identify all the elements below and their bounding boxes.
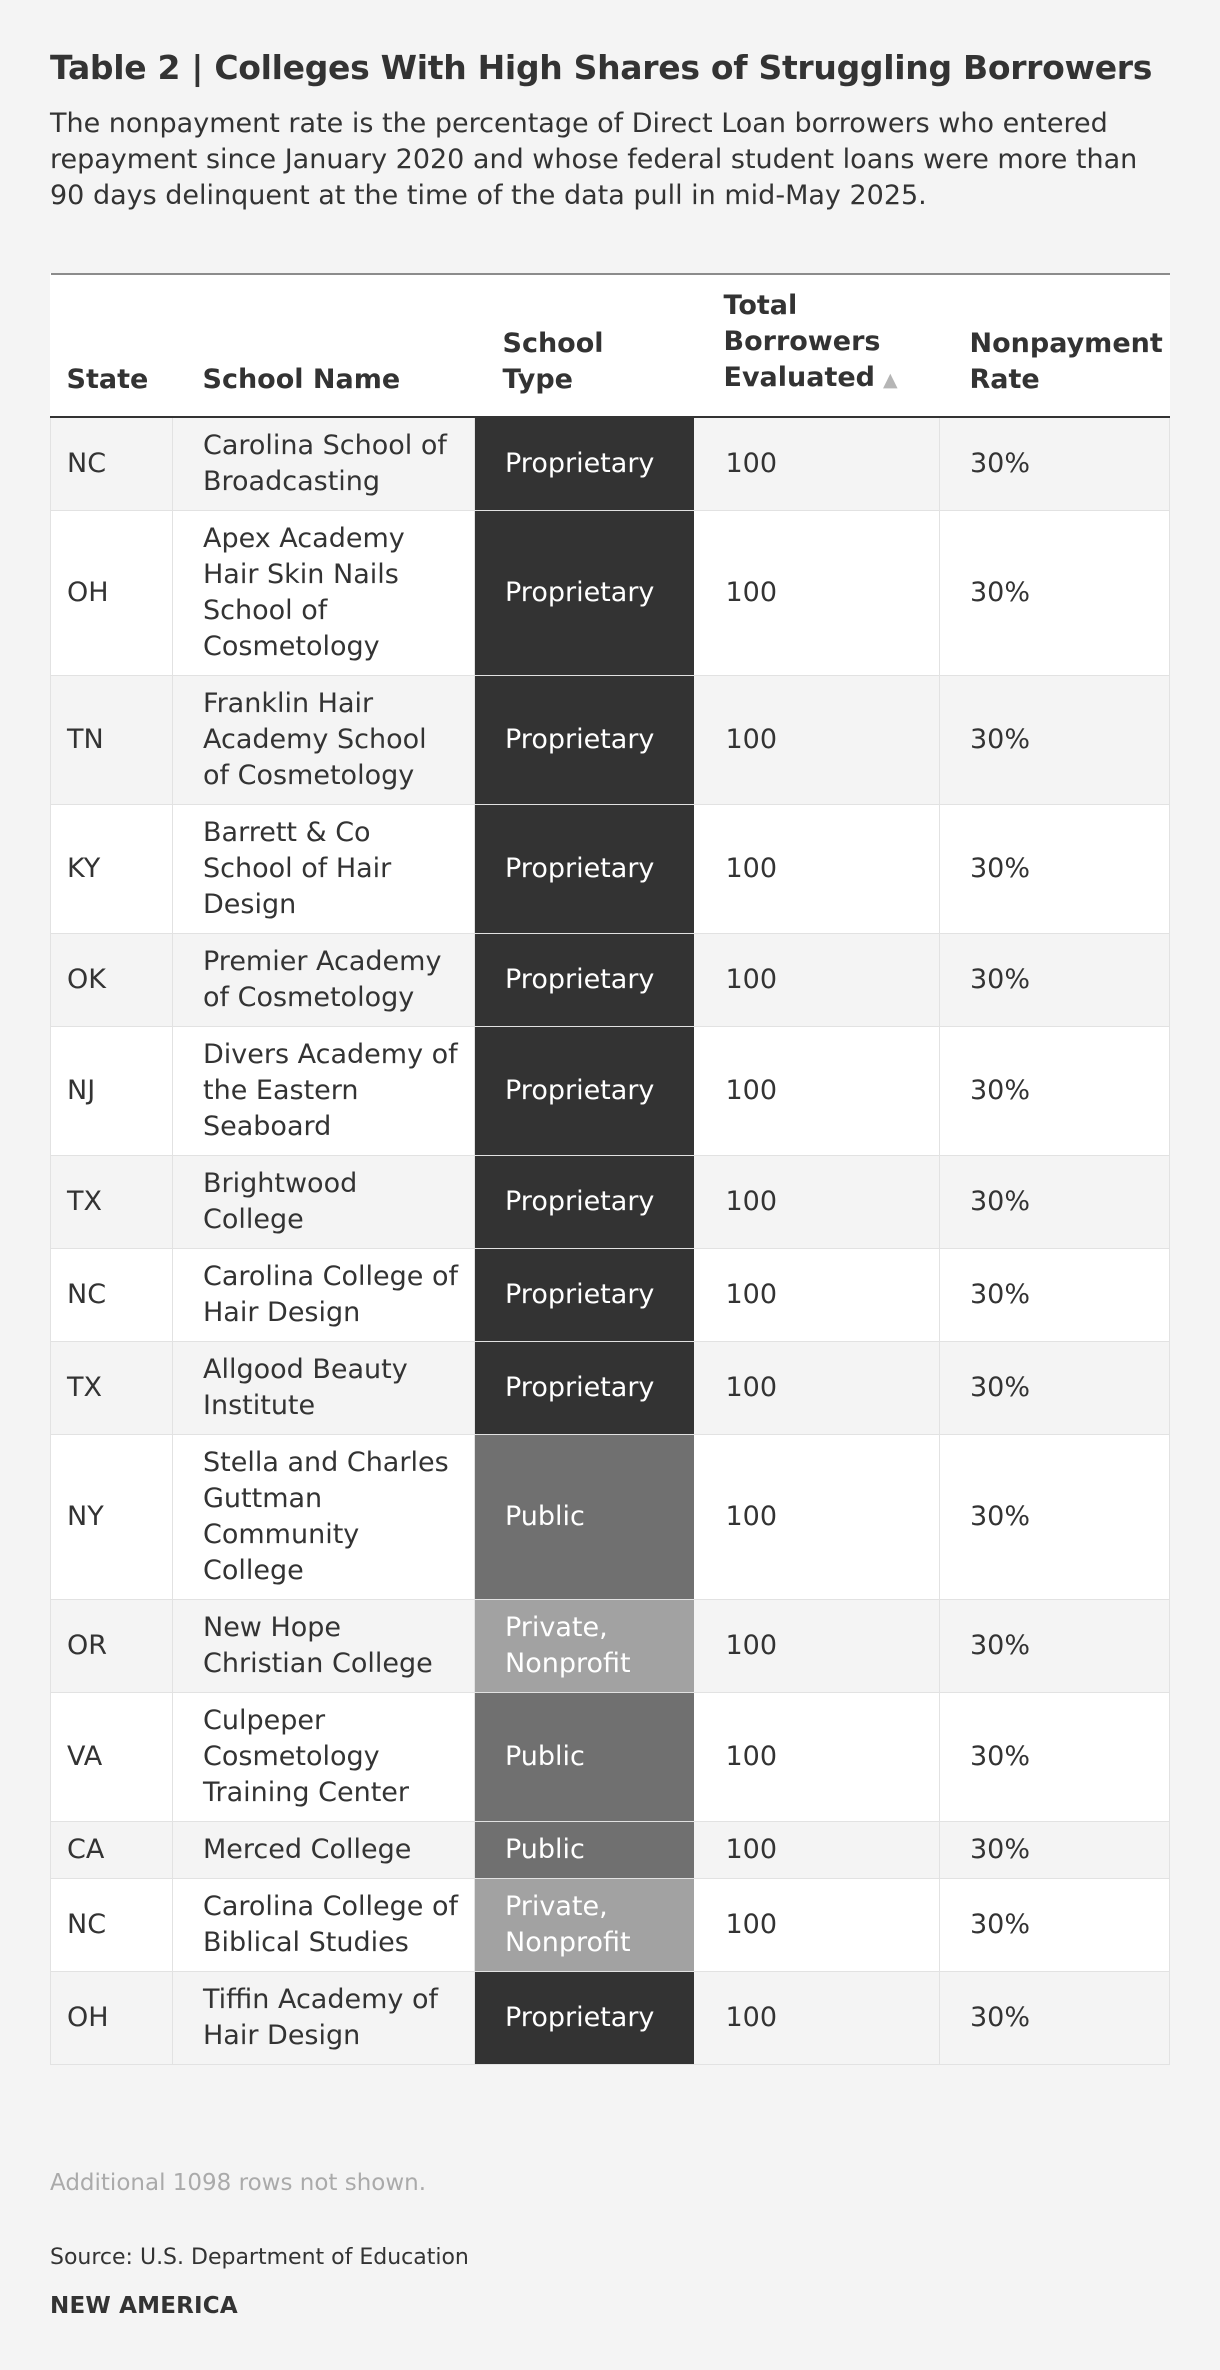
cell-nonpayment-rate: 30% [940, 934, 1170, 1027]
cell-state: OK [51, 934, 173, 1027]
cell-school-name: Apex Academy Hair Skin Nails School of Cosmetology [173, 511, 475, 676]
column-header-label: School Name [202, 364, 401, 395]
cell-nonpayment-rate: 30% [940, 1879, 1170, 1972]
cell-nonpayment-rate: 30% [940, 511, 1170, 676]
cell-state: TN [51, 676, 173, 805]
cell-nonpayment-rate: 30% [940, 1342, 1170, 1435]
column-header-label: Total [723, 290, 798, 321]
cell-total-borrowers: 100 [694, 1972, 940, 2065]
cell-state: NC [51, 1249, 173, 1342]
column-header-label: Borrowers [723, 326, 881, 357]
cell-nonpayment-rate: 30% [940, 805, 1170, 934]
cell-nonpayment-rate: 30% [940, 676, 1170, 805]
cell-school-type: Proprietary [475, 1342, 694, 1435]
cell-nonpayment-rate: 30% [940, 1249, 1170, 1342]
table-body [51, 417, 1170, 2065]
cell-school-name: New Hope Christian College [173, 1600, 475, 1693]
column-header-label: Type [502, 364, 573, 395]
column-header-total-borrowers[interactable] [694, 274, 940, 417]
cell-state: CA [51, 1822, 173, 1879]
cell-school-type: Proprietary [475, 805, 694, 934]
cell-school-name: Franklin Hair Academy School of Cosmetology [173, 676, 475, 805]
table-header-row [51, 274, 1170, 417]
cell-state: OH [51, 511, 173, 676]
table-subtitle: The nonpayment rate is the percentage of Direct Loan borrowers who entered repayment since January 2020 and whose federal student loans were more than 90 days delinquent at the time of the data pull in mid-May 2025. [50, 108, 1138, 211]
table-row [51, 1342, 1170, 1435]
cell-school-type: Public [475, 1822, 694, 1879]
cell-state: OR [51, 1600, 173, 1693]
cell-nonpayment-rate: 30% [940, 1156, 1170, 1249]
cell-total-borrowers: 100 [694, 1600, 940, 1693]
cell-total-borrowers: 100 [694, 934, 940, 1027]
table-row [51, 511, 1170, 676]
cell-school-name: Culpeper Cosmetology Training Center [173, 1693, 475, 1822]
cell-state: NC [51, 417, 173, 511]
table-row [51, 805, 1170, 934]
cell-state: TX [51, 1156, 173, 1249]
table-row [51, 676, 1170, 805]
cell-state: NJ [51, 1027, 173, 1156]
table-row [51, 1027, 1170, 1156]
cell-state: TX [51, 1342, 173, 1435]
cell-total-borrowers: 100 [694, 1693, 940, 1822]
cell-school-name: Merced College [173, 1822, 475, 1879]
cell-nonpayment-rate: 30% [940, 1027, 1170, 1156]
cell-nonpayment-rate: 30% [940, 417, 1170, 511]
rows-not-shown-note: Additional 1098 rows not shown. [50, 2170, 427, 2196]
brand-logo: NEW AMERICA [50, 2293, 238, 2319]
cell-nonpayment-rate: 30% [940, 1972, 1170, 2065]
column-header-state[interactable] [51, 274, 173, 417]
cell-state: VA [51, 1693, 173, 1822]
cell-school-name: Divers Academy of the Eastern Seaboard [173, 1027, 475, 1156]
column-header-school-type[interactable] [475, 274, 694, 417]
cell-state: OH [51, 1972, 173, 2065]
cell-school-type: Public [475, 1435, 694, 1600]
cell-state: KY [51, 805, 173, 934]
cell-school-type: Proprietary [475, 1972, 694, 2065]
cell-school-name: Stella and Charles Guttman Community College [173, 1435, 475, 1600]
sort-up-triangle-icon[interactable]: ▲ [883, 369, 898, 391]
cell-total-borrowers: 100 [694, 417, 940, 511]
cell-total-borrowers: 100 [694, 1435, 940, 1600]
cell-total-borrowers: 100 [694, 1156, 940, 1249]
source-note: Source: U.S. Department of Education [50, 2245, 469, 2270]
cell-nonpayment-rate: 30% [940, 1822, 1170, 1879]
table-row [51, 1156, 1170, 1249]
cell-school-type: Proprietary [475, 417, 694, 511]
cell-nonpayment-rate: 30% [940, 1693, 1170, 1822]
cell-school-type: Proprietary [475, 511, 694, 676]
cell-nonpayment-rate: 30% [940, 1435, 1170, 1600]
cell-school-name: Tiffin Academy of Hair Design [173, 1972, 475, 2065]
cell-total-borrowers: 100 [694, 1879, 940, 1972]
cell-total-borrowers: 100 [694, 511, 940, 676]
column-header-school-name[interactable] [173, 274, 475, 417]
table-row [51, 1600, 1170, 1693]
data-table [50, 273, 1170, 2065]
table-row [51, 417, 1170, 511]
cell-state: NC [51, 1879, 173, 1972]
cell-school-type: Proprietary [475, 676, 694, 805]
cell-school-name: Allgood Beauty Institute [173, 1342, 475, 1435]
cell-total-borrowers: 100 [694, 676, 940, 805]
column-header-label: School [502, 328, 604, 359]
table-row [51, 1435, 1170, 1600]
cell-total-borrowers: 100 [694, 805, 940, 934]
table-row [51, 1822, 1170, 1879]
cell-school-name: Brightwood College [173, 1156, 475, 1249]
page-title: Table 2 | Colleges With High Shares of Struggling Borrowers [50, 48, 1153, 87]
cell-school-name: Barrett & Co School of Hair Design [173, 805, 475, 934]
cell-total-borrowers: 100 [694, 1027, 940, 1156]
table-row [51, 1879, 1170, 1972]
cell-school-name: Carolina College of Hair Design [173, 1249, 475, 1342]
column-header-nonpayment-rate[interactable] [940, 274, 1170, 417]
cell-school-type: Proprietary [475, 934, 694, 1027]
table-row [51, 1972, 1170, 2065]
cell-school-type: Proprietary [475, 1027, 694, 1156]
table-row [51, 1693, 1170, 1822]
cell-total-borrowers: 100 [694, 1822, 940, 1879]
cell-school-name: Carolina College of Biblical Studies [173, 1879, 475, 1972]
cell-school-type: Proprietary [475, 1249, 694, 1342]
cell-total-borrowers: 100 [694, 1342, 940, 1435]
cell-school-type: Proprietary [475, 1156, 694, 1249]
table-row [51, 934, 1170, 1027]
cell-school-name: Carolina School of Broadcasting [173, 417, 475, 511]
cell-school-name: Premier Academy of Cosmetology [173, 934, 475, 1027]
column-header-label: Evaluated [723, 362, 876, 393]
column-header-label: State [66, 364, 149, 395]
cell-total-borrowers: 100 [694, 1249, 940, 1342]
table-row [51, 1249, 1170, 1342]
cell-school-type: Private, Nonprofit [475, 1879, 694, 1972]
cell-state: NY [51, 1435, 173, 1600]
column-header-label: Rate [969, 364, 1040, 395]
cell-school-type: Private, Nonprofit [475, 1600, 694, 1693]
cell-nonpayment-rate: 30% [940, 1600, 1170, 1693]
cell-school-type: Public [475, 1693, 694, 1822]
column-header-label: Nonpayment [969, 328, 1163, 359]
